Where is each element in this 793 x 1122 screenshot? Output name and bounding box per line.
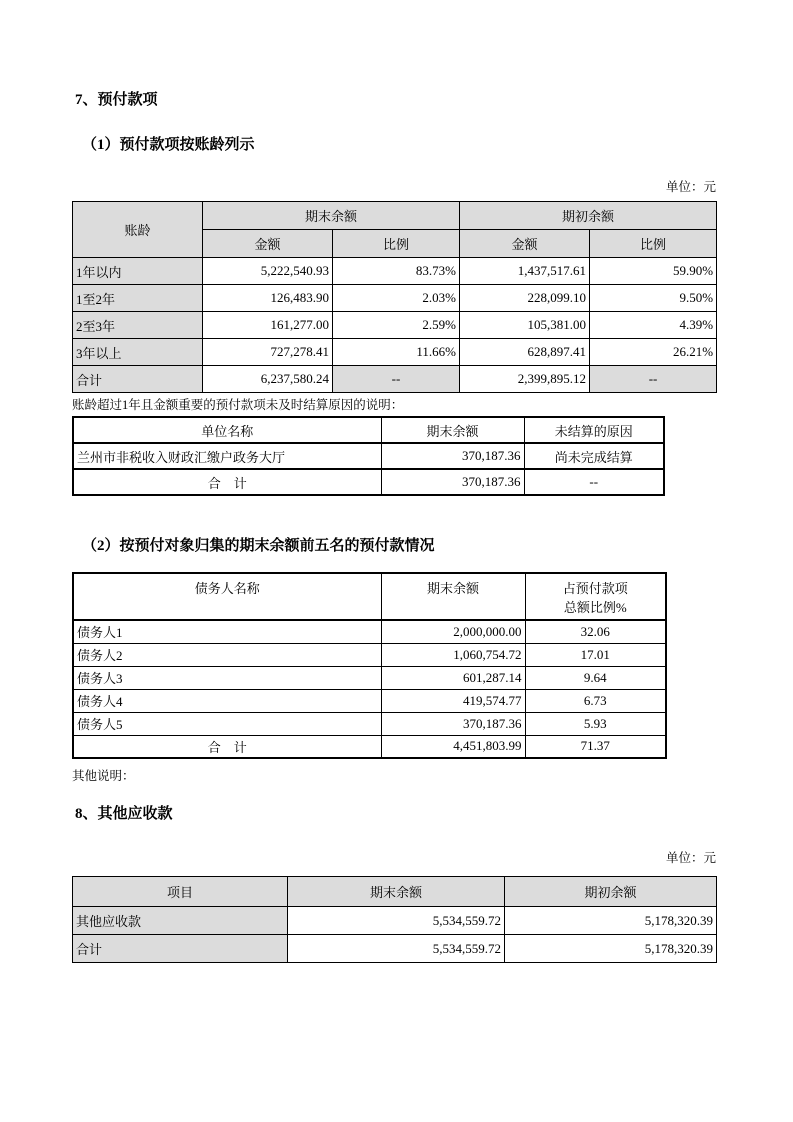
table-cell: 债务人4 bbox=[73, 689, 381, 712]
table-cell: 4,451,803.99 bbox=[381, 735, 525, 758]
table-row bbox=[73, 312, 717, 339]
table-cell: 尚未完成结算 bbox=[524, 443, 664, 469]
table-total-row bbox=[73, 366, 717, 393]
other-note: 其他说明： bbox=[72, 769, 135, 783]
table-cell: 2,399,895.12 bbox=[460, 366, 590, 393]
table-cell: 419,574.77 bbox=[381, 689, 525, 712]
table-cell: 5,534,559.72 bbox=[288, 935, 505, 963]
table-row bbox=[73, 285, 717, 312]
table-cell: 26.21% bbox=[590, 339, 717, 366]
table-cell: 601,287.14 bbox=[381, 666, 525, 689]
table-cell: 105,381.00 bbox=[460, 312, 590, 339]
aging-note: 账龄超过1年且金额重要的预付款项未及时结算原因的说明： bbox=[72, 398, 404, 412]
header-cell-ending-balance: 期末余额 bbox=[203, 202, 460, 230]
section-7-title: 7、预付款项 bbox=[75, 92, 158, 108]
table-cell: 1,060,754.72 bbox=[381, 643, 525, 666]
table-row bbox=[73, 339, 717, 366]
table-cell: 5,178,320.39 bbox=[505, 907, 717, 935]
section-8-title: 8、其他应收款 bbox=[75, 806, 173, 822]
table-header-row bbox=[73, 202, 717, 230]
aging-table bbox=[72, 201, 717, 393]
table-cell: 727,278.41 bbox=[203, 339, 333, 366]
table-cell: 合计 bbox=[73, 366, 203, 393]
header-cell-item: 项目 bbox=[73, 877, 288, 907]
table-cell: 1,437,517.61 bbox=[460, 258, 590, 285]
table-row bbox=[73, 443, 664, 469]
table-cell: 370,187.36 bbox=[381, 469, 524, 495]
table-cell: 5,178,320.39 bbox=[505, 935, 717, 963]
table-total-row bbox=[73, 469, 664, 495]
header-cell-beginning-balance: 期初余额 bbox=[460, 202, 717, 230]
header-cell-amount: 金额 bbox=[460, 230, 590, 258]
header-ratio-line2: 总额比例% bbox=[563, 600, 627, 615]
header-cell-aging: 账龄 bbox=[73, 202, 203, 258]
section-7-1-title: （1）预付款项按账龄列示 bbox=[82, 137, 255, 153]
header-cell-ending-balance: 期末余额 bbox=[381, 417, 524, 443]
table-row bbox=[73, 689, 666, 712]
header-cell-beginning-balance: 期初余额 bbox=[505, 877, 717, 907]
table-row bbox=[73, 258, 717, 285]
table-cell: 32.06 bbox=[525, 620, 666, 643]
table-header-row bbox=[73, 573, 666, 620]
header-cell-ratio bbox=[525, 573, 666, 620]
other-receivables-table bbox=[72, 876, 717, 963]
table-cell: 合 计 bbox=[73, 469, 381, 495]
table-cell: 6,237,580.24 bbox=[203, 366, 333, 393]
table-cell: -- bbox=[524, 469, 664, 495]
table-row bbox=[73, 643, 666, 666]
table-row bbox=[73, 666, 666, 689]
table-cell: 11.66% bbox=[333, 339, 460, 366]
table-cell: 161,277.00 bbox=[203, 312, 333, 339]
table-cell: 债务人5 bbox=[73, 712, 381, 735]
table-cell: 2.03% bbox=[333, 285, 460, 312]
table-cell: 370,187.36 bbox=[381, 443, 524, 469]
header-cell-reason: 未结算的原因 bbox=[524, 417, 664, 443]
table-header-row bbox=[73, 417, 664, 443]
header-cell-debtor-name: 债务人名称 bbox=[73, 573, 381, 620]
table-cell: 83.73% bbox=[333, 258, 460, 285]
unsettled-table bbox=[72, 416, 665, 496]
table-cell: 5,222,540.93 bbox=[203, 258, 333, 285]
table-cell: 合 计 bbox=[73, 735, 381, 758]
table-cell: 71.37 bbox=[525, 735, 666, 758]
table-cell: 1年以内 bbox=[73, 258, 203, 285]
table-header-row bbox=[73, 877, 717, 907]
table-cell: 5.93 bbox=[525, 712, 666, 735]
table-cell: -- bbox=[333, 366, 460, 393]
table-cell: 9.64 bbox=[525, 666, 666, 689]
header-cell-ending-balance: 期末余额 bbox=[381, 573, 525, 620]
table-cell: 合计 bbox=[73, 935, 288, 963]
table-total-row bbox=[73, 935, 717, 963]
table-cell: 债务人3 bbox=[73, 666, 381, 689]
table-row bbox=[73, 907, 717, 935]
table-cell: 2.59% bbox=[333, 312, 460, 339]
table-cell: 1至2年 bbox=[73, 285, 203, 312]
header-cell-ending-balance: 期末余额 bbox=[288, 877, 505, 907]
header-cell-ratio: 比例 bbox=[333, 230, 460, 258]
table-cell: 4.39% bbox=[590, 312, 717, 339]
table-row bbox=[73, 620, 666, 643]
table-cell: 债务人1 bbox=[73, 620, 381, 643]
table-cell: 其他应收款 bbox=[73, 907, 288, 935]
header-cell-ratio: 比例 bbox=[590, 230, 717, 258]
section-7-2-title: （2）按预付对象归集的期末余额前五名的预付款情况 bbox=[82, 538, 435, 554]
table-cell: 628,897.41 bbox=[460, 339, 590, 366]
table-row bbox=[73, 712, 666, 735]
table-cell: 17.01 bbox=[525, 643, 666, 666]
header-cell-unit-name: 单位名称 bbox=[73, 417, 381, 443]
table-cell: 126,483.90 bbox=[203, 285, 333, 312]
table-cell: 2,000,000.00 bbox=[381, 620, 525, 643]
top5-prepayments-table bbox=[72, 572, 667, 759]
table-cell: 5,534,559.72 bbox=[288, 907, 505, 935]
table-cell: 债务人2 bbox=[73, 643, 381, 666]
table-cell: 3年以上 bbox=[73, 339, 203, 366]
unit-label-2: 单位：元 bbox=[665, 851, 716, 865]
table-cell: 6.73 bbox=[525, 689, 666, 712]
table-total-row bbox=[73, 735, 666, 758]
table-cell: 9.50% bbox=[590, 285, 717, 312]
header-cell-amount: 金额 bbox=[203, 230, 333, 258]
table-cell: 59.90% bbox=[590, 258, 717, 285]
table-cell: 370,187.36 bbox=[381, 712, 525, 735]
table-cell: 228,099.10 bbox=[460, 285, 590, 312]
header-ratio-line1: 占预付款项 bbox=[562, 581, 628, 596]
table-cell: 2至3年 bbox=[73, 312, 203, 339]
table-cell: -- bbox=[590, 366, 717, 393]
unit-label-1: 单位：元 bbox=[665, 180, 716, 194]
table-cell: 兰州市非税收入财政汇缴户政务大厅 bbox=[73, 443, 381, 469]
